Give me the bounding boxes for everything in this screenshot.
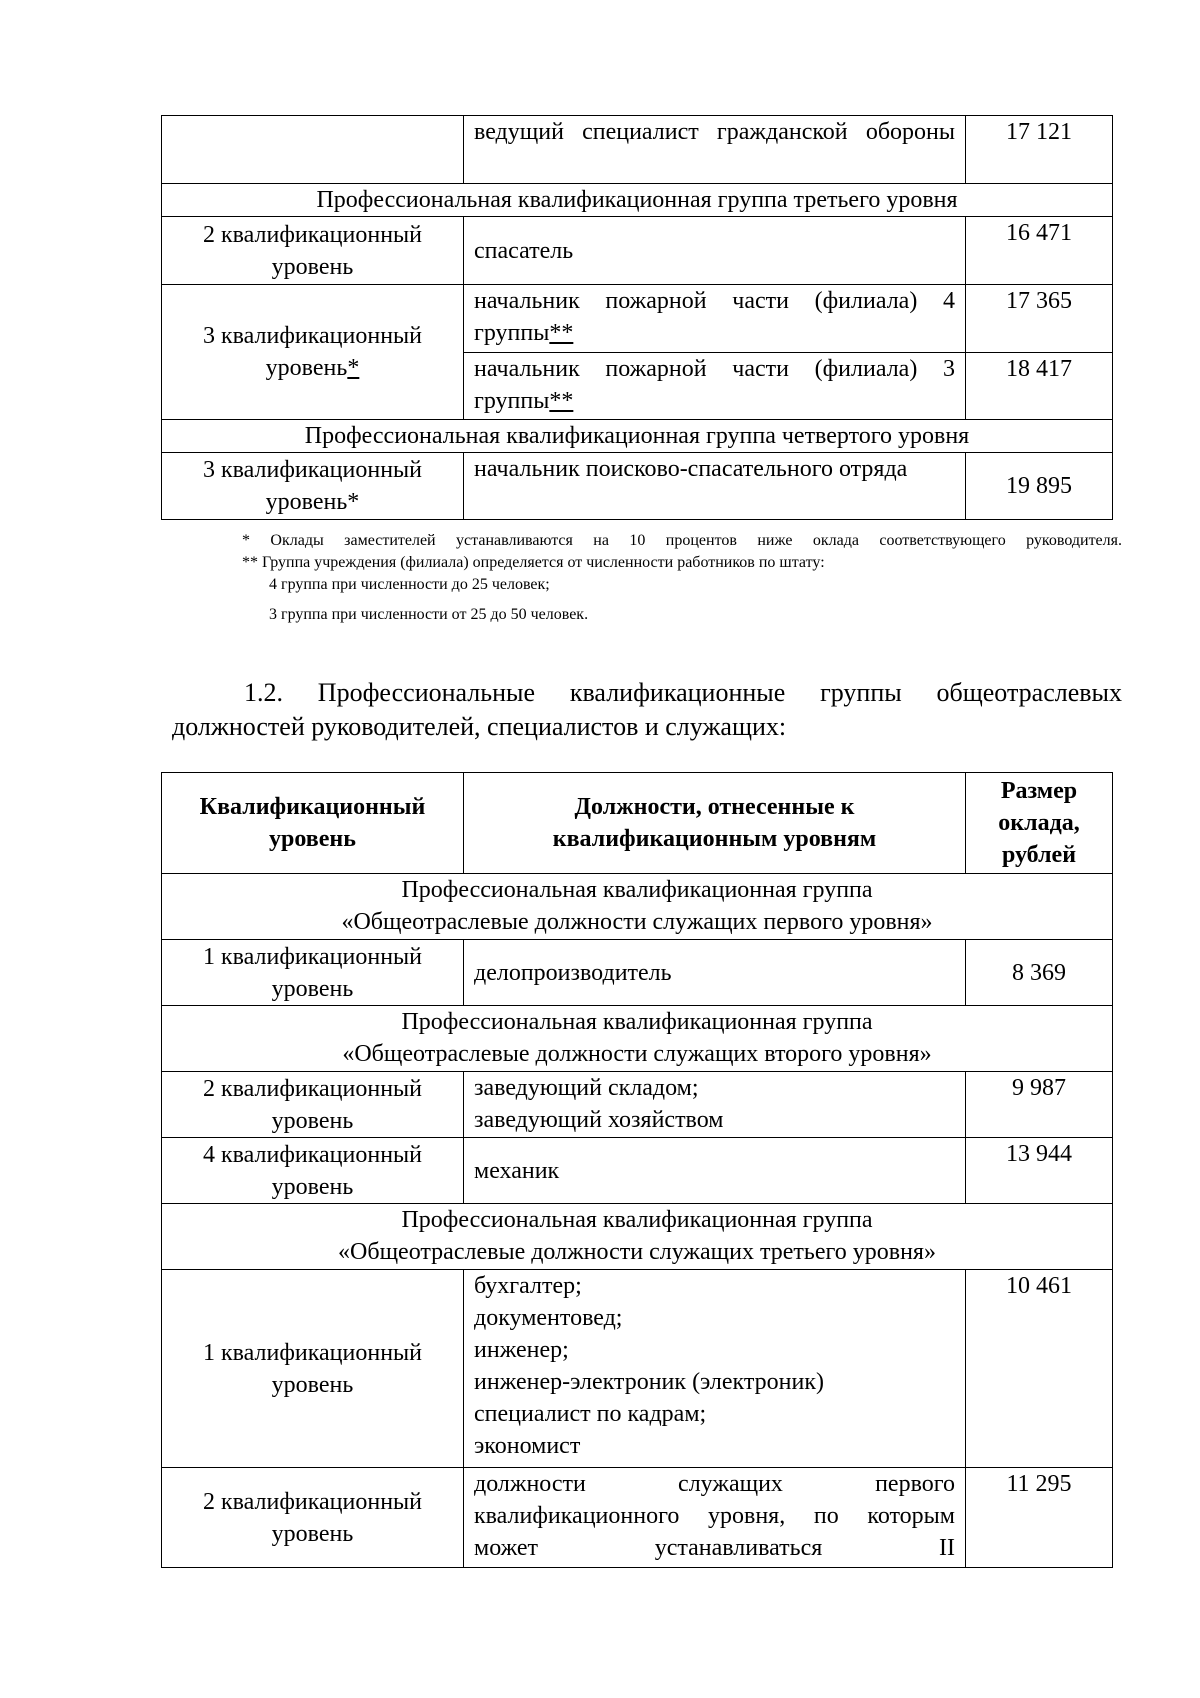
footnote-2-item-1: 4 группа при численности до 25 человек;: [269, 576, 550, 593]
general-positions-salary-table: [161, 772, 1113, 1568]
salary-cell: 17 121: [966, 116, 1113, 184]
footnote-2-item-2: 3 группа при численности от 25 до 50 человек.: [269, 606, 589, 623]
level-cell: [162, 285, 464, 420]
table-header-row: [162, 773, 1113, 874]
group-title-line1: Профессиональная квалификационная группа: [401, 1009, 873, 1035]
level-text-line1: 3 квалификационный: [202, 323, 423, 349]
position-item: заведующий складом;: [474, 1075, 699, 1101]
header-level: Квалификационный уровень: [162, 773, 464, 874]
level-cell: 4 квалификационный уровень: [162, 1138, 464, 1204]
table-row: [162, 1072, 1113, 1138]
position-cell: ведущий специалист гражданской обороны: [464, 116, 966, 184]
salary-cell: 17 365: [966, 285, 1113, 353]
group-title-line1: Профессиональная квалификационная группа: [401, 1207, 873, 1233]
salary-cell: 19 895: [966, 453, 1113, 520]
group-header-row: [162, 420, 1113, 453]
table-row: [162, 1468, 1113, 1568]
group-title-line2: «Общеотраслевые должности служащих второго уровня»: [342, 1041, 932, 1067]
position-item: экономист: [474, 1433, 581, 1459]
footnote-2: ** Группа учреждения (филиала) определяется от численности работников по штату:: [242, 554, 825, 571]
footnote-1: * Оклады заместителей устанавливаются на 10 процентов ниже оклада соответствующего руководителя.: [242, 532, 1122, 549]
group-title: [162, 874, 1113, 940]
section-paragraph: 1.2. Профессиональные квалификационные группы общеотраслевых должностей руководителей, специалистов и служащих:: [172, 678, 1122, 741]
position-cell: спасатель: [464, 217, 966, 285]
table-row: [162, 940, 1113, 1006]
group-header-row: [162, 184, 1113, 217]
table-row: [162, 285, 1113, 353]
footnote-mark: **: [549, 320, 574, 346]
level-cell-empty: [162, 116, 464, 184]
staff-salary-table-continued: [161, 115, 1113, 520]
group-header-row: [162, 874, 1113, 940]
salary-cell: 8 369: [966, 940, 1113, 1006]
salary-cell: 11 295: [966, 1468, 1113, 1568]
position-item: инженер-электроник (электроник): [474, 1369, 825, 1395]
salary-cell: 16 471: [966, 217, 1113, 285]
position-cell: [464, 353, 966, 420]
position-cell: [464, 1072, 966, 1138]
position-cell: [464, 1270, 966, 1468]
position-text: начальник пожарной части (филиала) 3 группы: [474, 356, 955, 414]
position-item: документовед;: [474, 1305, 623, 1331]
salary-cell: 18 417: [966, 353, 1113, 420]
salary-cell: 10 461: [966, 1270, 1113, 1468]
level-cell: 1 квалификационный уровень: [162, 1270, 464, 1468]
table-row: [162, 1270, 1113, 1468]
position-item: инженер;: [474, 1337, 569, 1363]
table-row: [162, 453, 1113, 520]
position-item: специалист по кадрам;: [474, 1401, 707, 1427]
position-cell: механик: [464, 1138, 966, 1204]
position-cell: делопроизводитель: [464, 940, 966, 1006]
header-positions: Должности, отнесенные к квалификационным уровням: [464, 773, 966, 874]
group-title-line2: «Общеотраслевые должности служащих первого уровня»: [341, 909, 933, 935]
level-cell: 1 квалификационный уровень: [162, 940, 464, 1006]
table-row: [162, 1138, 1113, 1204]
position-cell: начальник поисково-спасательного отряда: [464, 453, 966, 520]
salary-cell: 9 987: [966, 1072, 1113, 1138]
group-header-row: [162, 1006, 1113, 1072]
footnotes: [172, 530, 1122, 626]
header-salary: Размер оклада, рублей: [966, 773, 1113, 874]
footnote-mark: **: [549, 388, 574, 414]
footnote-mark: *: [347, 355, 360, 381]
salary-cell: 13 944: [966, 1138, 1113, 1204]
table-row: [162, 217, 1113, 285]
level-cell: 2 квалификационный уровень: [162, 1468, 464, 1568]
group-title: [162, 1006, 1113, 1072]
level-cell: 3 квалификационный уровень*: [162, 453, 464, 520]
level-cell: 2 квалификационный уровень: [162, 1072, 464, 1138]
group-header-row: [162, 1204, 1113, 1270]
group-title: Профессиональная квалификационная группа четвертого уровня: [162, 420, 1113, 453]
position-cell: должности служащих первого квалификационного уровня, по которым может устанавливаться II: [464, 1468, 966, 1568]
position-item: бухгалтер;: [474, 1273, 582, 1299]
position-item: заведующий хозяйством: [474, 1107, 724, 1133]
group-title-line2: «Общеотраслевые должности служащих третьего уровня»: [338, 1239, 936, 1265]
level-cell: 2 квалификационный уровень: [162, 217, 464, 285]
group-title: Профессиональная квалификационная группа третьего уровня: [162, 184, 1113, 217]
group-title-line1: Профессиональная квалификационная группа: [401, 877, 873, 903]
group-title: [162, 1204, 1113, 1270]
position-text: начальник пожарной части (филиала) 4 группы: [474, 288, 955, 346]
table-row: [162, 116, 1113, 184]
level-text-line2: уровень: [265, 355, 348, 381]
position-cell: [464, 285, 966, 353]
